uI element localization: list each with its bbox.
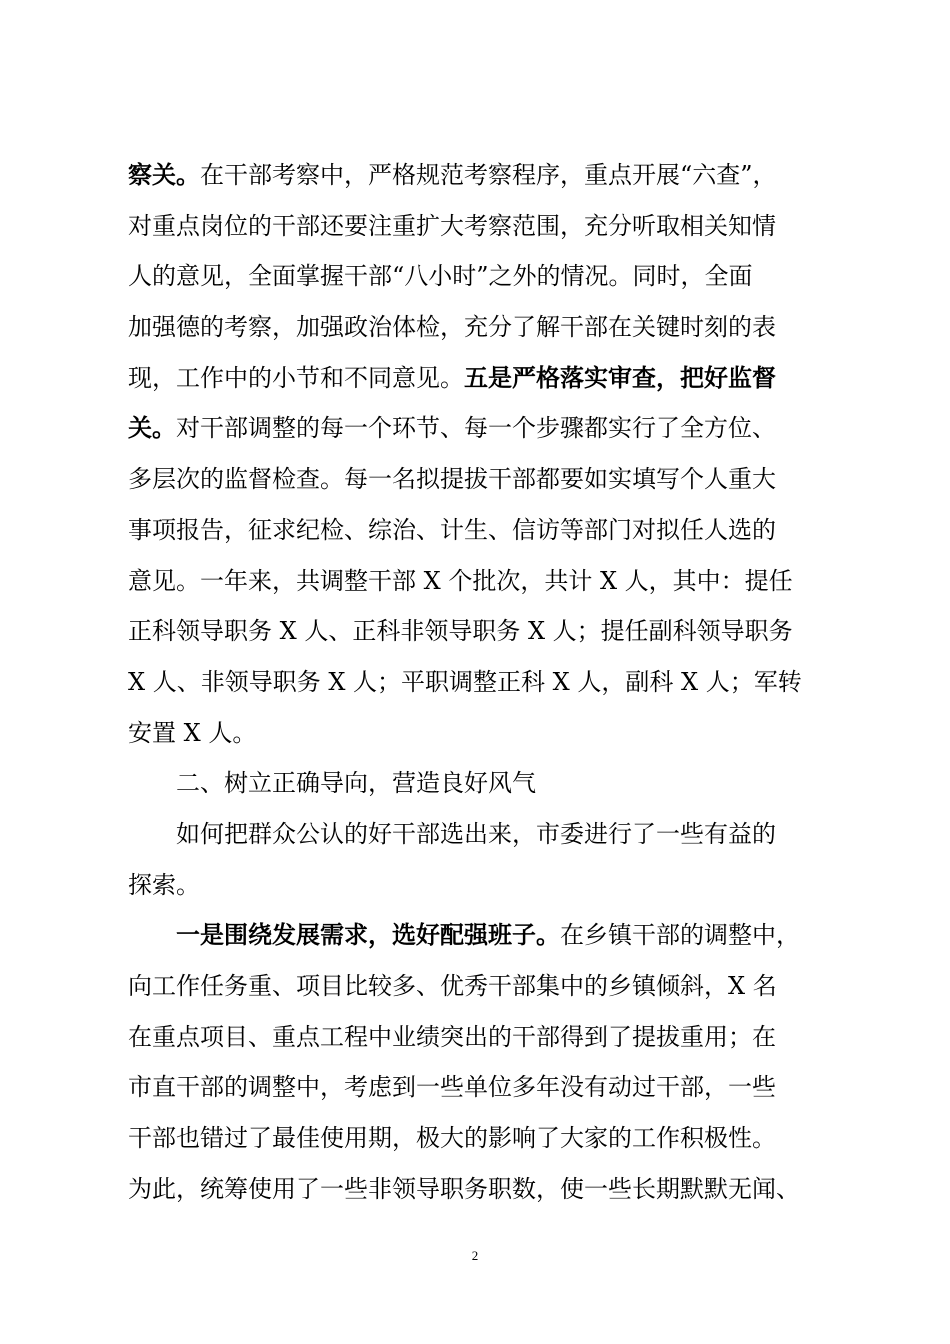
text-segment: 对重点岗位的干部还要注重扩大考察范围，充分听取相关知情 bbox=[128, 211, 776, 240]
text-segment: 为此，统筹使用了一些非领导职务职数，使一些长期默默无闻、 bbox=[128, 1174, 800, 1203]
text-line bbox=[128, 302, 828, 353]
text-segment: 人的意见，全面掌握干部“八小时”之外的情况。同时，全面 bbox=[128, 262, 753, 291]
text-segment: 干部也错过了最佳使用期，极大的影响了大家的工作积极性。 bbox=[128, 1124, 776, 1153]
page-number: 2 bbox=[471, 1248, 479, 1263]
text-line bbox=[128, 860, 828, 911]
text-segment: 在干部考察中，严格规范考察程序，重点开展“六查”， bbox=[200, 161, 777, 189]
text-segment: 向工作任务重、项目比较多、优秀干部集中的乡镇倾斜，X 名 bbox=[128, 972, 777, 1000]
text-line bbox=[128, 1062, 828, 1113]
bold-text-segment: 五是严格落实审查，把好监督 bbox=[464, 362, 776, 392]
text-segment: 在重点项目、重点工程中业绩突出的干部得到了提拔重用；在 bbox=[128, 1022, 776, 1051]
text-line bbox=[128, 910, 828, 961]
text-segment: 安置 X 人。 bbox=[128, 718, 257, 747]
text-line bbox=[128, 353, 828, 404]
text-line bbox=[128, 657, 828, 708]
text-segment: 意见。一年来，共调整干部 X 个批次，共计 X 人，其中：提任 bbox=[128, 566, 793, 595]
text-line bbox=[128, 201, 828, 252]
bold-text-segment: 关。 bbox=[128, 413, 176, 443]
text-segment: 现，工作中的小节和不同意见。 bbox=[128, 363, 464, 392]
text-segment: X 人、非领导职务 X 人；平职调整正科 X 人，副科 X 人；军转 bbox=[128, 667, 802, 696]
text-segment: 市直干部的调整中，考虑到一些单位多年没有动过干部，一些 bbox=[128, 1073, 776, 1102]
text-line bbox=[128, 403, 828, 454]
bold-text-segment: 一是围绕发展需求，选好配强班子。 bbox=[176, 920, 560, 950]
text-segment: 二、树立正确导向，营造良好风气 bbox=[176, 769, 536, 798]
text-segment: 正科领导职务 X 人、正科非领导职务 X 人；提任副科领导职务 bbox=[128, 617, 793, 646]
text-segment: 对干部调整的每一个环节、每一个步骤都实行了全方位、 bbox=[176, 414, 776, 443]
text-line bbox=[128, 150, 828, 201]
text-segment: 多层次的监督检查。每一名拟提拔干部都要如实填写个人重大 bbox=[128, 465, 776, 494]
text-line bbox=[128, 454, 828, 505]
text-line bbox=[128, 1113, 828, 1164]
text-segment: 加强德的考察，加强政治体检，充分了解干部在关键时刻的表 bbox=[128, 313, 776, 342]
body-text bbox=[128, 150, 828, 1214]
text-segment: 事项报告，征求纪检、综治、计生、信访等部门对拟任人选的 bbox=[128, 515, 776, 544]
text-line bbox=[128, 505, 828, 556]
bold-text-segment: 察关。 bbox=[128, 160, 200, 189]
text-line bbox=[128, 961, 828, 1012]
text-segment: 在乡镇干部的调整中， bbox=[560, 921, 800, 950]
text-line bbox=[128, 758, 828, 809]
text-line bbox=[128, 1012, 828, 1063]
text-line bbox=[128, 251, 828, 302]
text-line bbox=[128, 556, 828, 607]
text-line bbox=[128, 708, 828, 759]
text-segment: 如何把群众公认的好干部选出来，市委进行了一些有益的 bbox=[176, 819, 776, 848]
text-segment: 探索。 bbox=[128, 870, 200, 899]
text-line bbox=[128, 809, 828, 860]
text-line bbox=[128, 1164, 828, 1215]
text-line bbox=[128, 606, 828, 657]
